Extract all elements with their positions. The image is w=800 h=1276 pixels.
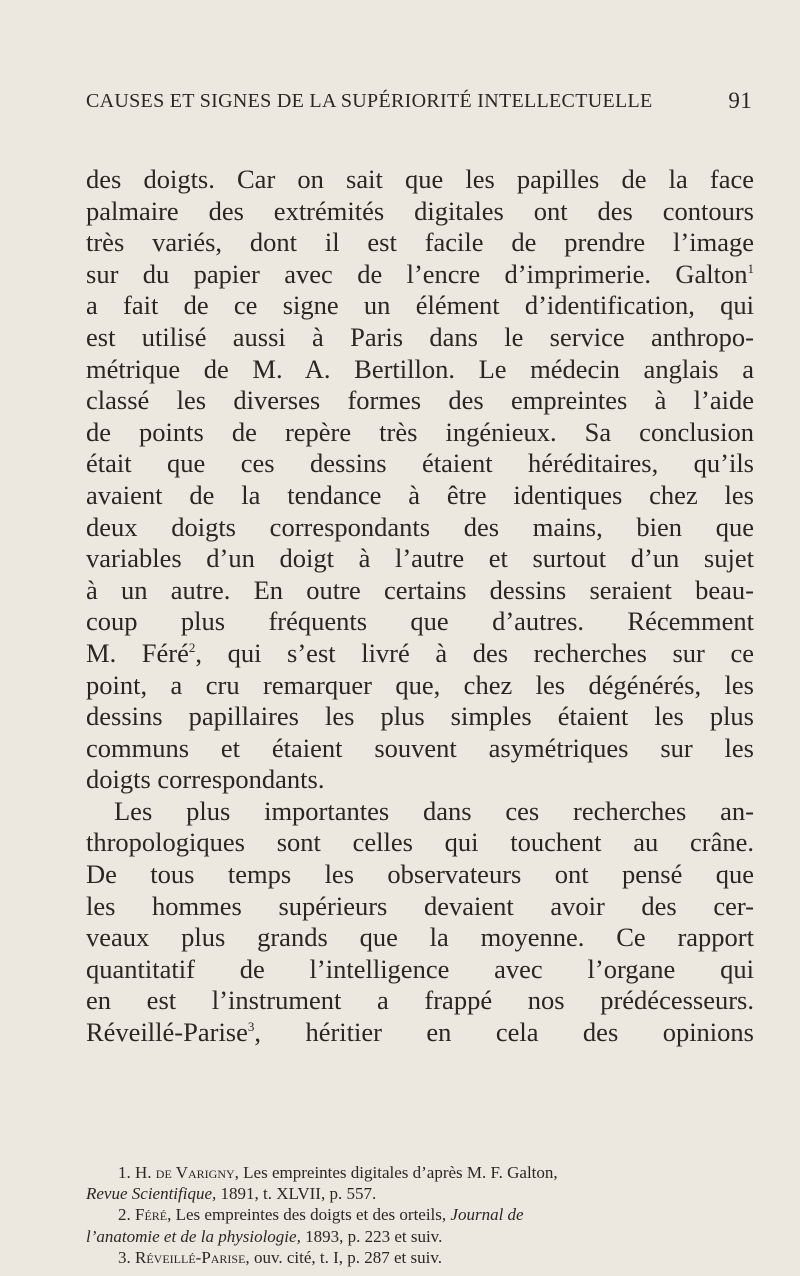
footnote-journal: l’anatomie et de la physiologie,: [86, 1226, 301, 1246]
footnote-text: Les empreintes digitales d’après M. F. Galton,: [238, 1163, 558, 1182]
text-fragment: , héritier en cela des opinions: [254, 1017, 754, 1048]
footnotes: [86, 1162, 754, 1268]
page-number: 91: [728, 88, 752, 113]
text-line: deux doigts correspondants des mains, bien que: [86, 511, 754, 542]
footnote-journal: Revue Scientifique,: [86, 1184, 217, 1204]
footnote-2: [86, 1204, 754, 1225]
footnote-number: 3.: [118, 1247, 131, 1267]
text-line: en est l’instrument a frappé nos prédécesseurs.: [86, 985, 754, 1016]
footnote-number: 2.: [118, 1205, 131, 1225]
footnote-2-continued: [86, 1226, 754, 1247]
text-fragment: M. Féré: [86, 637, 189, 668]
footnote-text: 1891, t. XLVII, p. 557.: [216, 1184, 377, 1204]
footnote-3: [86, 1247, 754, 1268]
footnote-author: Féré,: [135, 1205, 172, 1225]
running-head: [86, 90, 758, 120]
footnote-text: ouv. cité, t. I, p. 287 et suiv.: [249, 1247, 443, 1267]
footnote-text: Les empreintes des doigts et des orteils,: [171, 1205, 451, 1225]
text-line: veaux plus grands que la moyenne. Ce rapport: [86, 922, 754, 953]
footnote-ref-3: 3: [247, 1019, 255, 1035]
text-line: quantitatif de l’intelligence avec l’organe qui: [86, 953, 754, 984]
text-line: thropologiques sont celles qui touchent au crâne.: [86, 827, 754, 858]
running-head-title: CAUSES ET SIGNES DE LA SUPÉRIORITÉ INTELLECTUELLE: [86, 90, 653, 112]
text-line: point, a cru remarquer que, chez les dégénérés, les: [86, 669, 754, 700]
text-line: avaient de la tendance à être identiques chez les: [86, 479, 754, 510]
footnote-number: 1.: [118, 1163, 131, 1182]
text-line: variables d’un doigt à l’autre et surtout d’un sujet: [86, 543, 754, 574]
footnote-author: Réveillé-Parise,: [135, 1247, 250, 1267]
text-line: des doigts. Car on sait que les papilles de la face: [86, 164, 754, 194]
text-line: était que ces dessins étaient héréditaires, qu’ils: [86, 448, 754, 479]
text-line: Les plus importantes dans ces recherches an-: [114, 795, 754, 826]
text-line: à un autre. En outre certains dessins seraient beau-: [86, 574, 754, 605]
body-text: [86, 164, 754, 1049]
text-line: communs et étaient souvent asymétriques sur les: [86, 732, 754, 763]
text-line: métrique de M. A. Bertillon. Le médecin anglais a: [86, 353, 754, 384]
text-line: coup plus fréquents que d’autres. Récemment: [86, 606, 754, 637]
text-line: les hommes supérieurs devaient avoir des cer-: [86, 890, 754, 921]
text-line: De tous temps les observateurs ont pensé que: [86, 859, 754, 890]
text-line: est utilisé aussi à Paris dans le service anthropo-: [86, 321, 754, 352]
text-line: doigts correspondants.: [86, 764, 325, 795]
text-line: [86, 259, 754, 291]
text-line: très variés, dont il est facile de prendre l’image: [86, 227, 754, 258]
text-fragment: , qui s’est livré à des recherches sur ce: [195, 637, 754, 668]
footnote-journal: Journal de: [450, 1205, 524, 1225]
footnote-ref-1: 1: [747, 260, 754, 276]
footnote-author: H. de Varigny,: [135, 1163, 239, 1182]
text-fragment: sur du papier avec de l’encre d’imprimerie. Galton: [86, 258, 748, 289]
footnote-1-continued: [86, 1183, 754, 1204]
footnote-ref-2: 2: [188, 640, 196, 656]
text-line: [86, 1017, 754, 1049]
text-line: dessins papillaires les plus simples étaient les plus: [86, 701, 754, 732]
text-line: a fait de ce signe un élément d’identification, qui: [86, 290, 754, 321]
text-line: classé les diverses formes des empreintes à l’aide: [86, 385, 754, 416]
text-line: de points de repère très ingénieux. Sa conclusion: [86, 416, 754, 447]
footnote-text: 1893, p. 223 et suiv.: [300, 1226, 443, 1246]
footnote-1: [86, 1162, 754, 1183]
text-fragment: Réveillé-Parise: [86, 1017, 248, 1048]
text-line: [86, 638, 754, 670]
text-line: palmaire des extrémités digitales ont des contours: [86, 195, 754, 226]
